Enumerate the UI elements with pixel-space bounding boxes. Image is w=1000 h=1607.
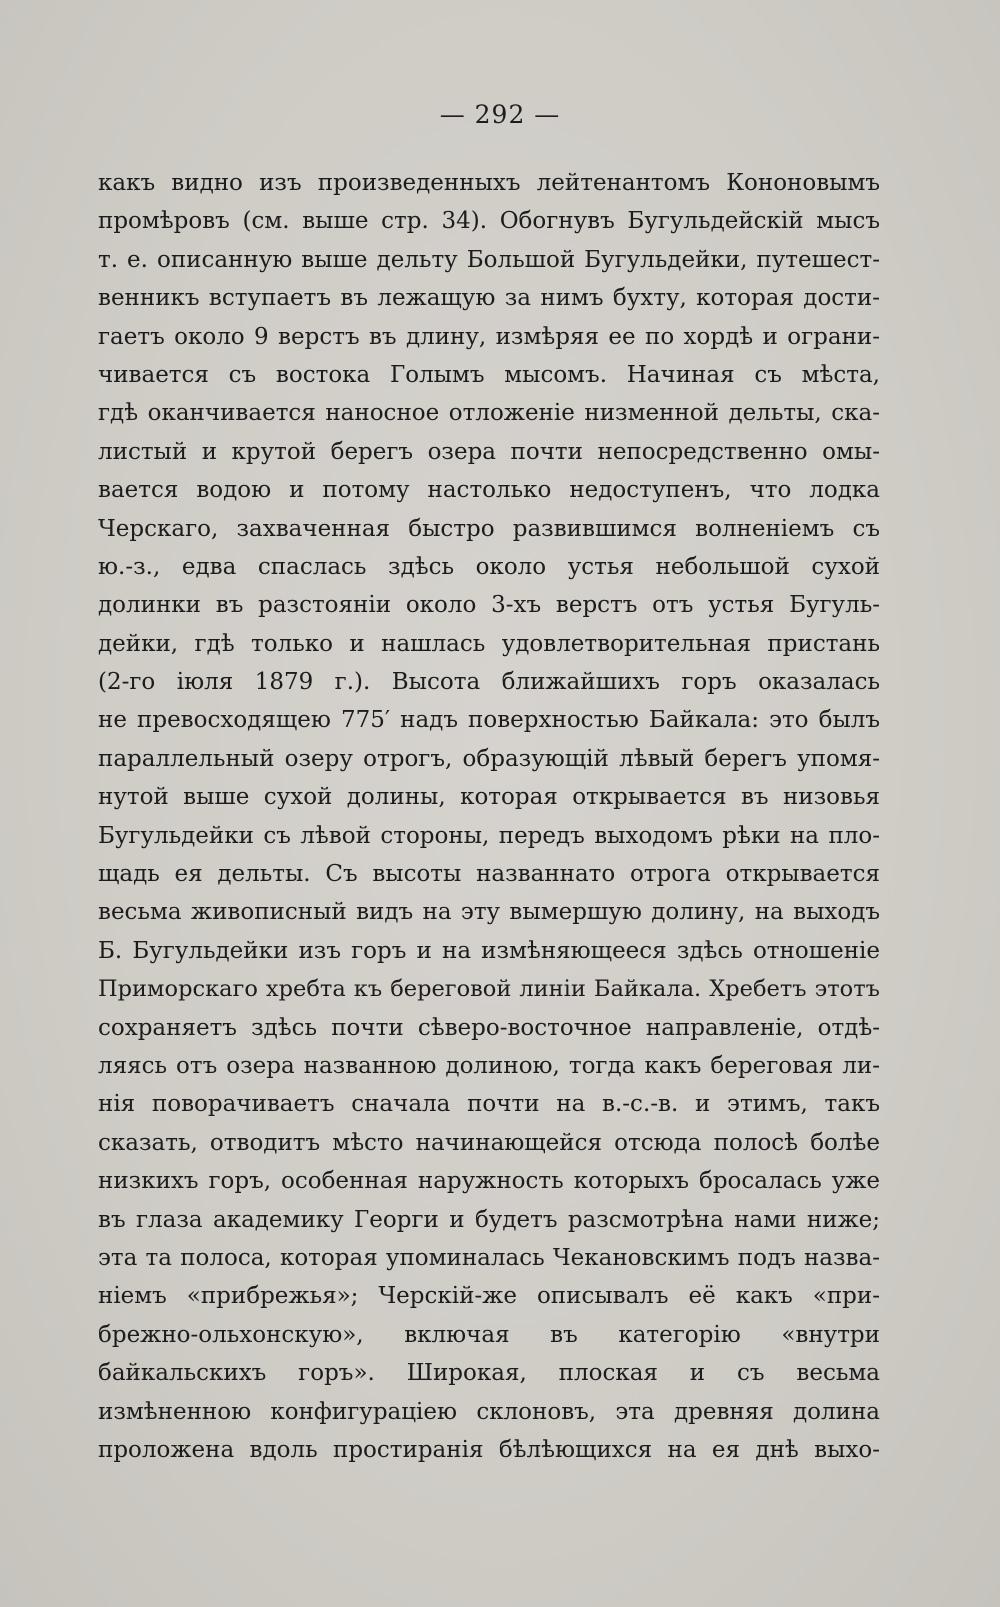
text-line: гаетъ около 9 верстъ въ длину, измѣряя ее по хордѣ и ограни- (98, 323, 880, 350)
text-line: измѣненною конфигураціею склоновъ, эта древняя долина (98, 1398, 880, 1425)
text-line: гдѣ оканчивается наносное отложеніе низменной дельты, ска- (98, 400, 880, 427)
text-line: долинки въ разстояніи около 3-хъ верстъ отъ устья Бугуль- (98, 592, 880, 619)
text-line: щадь ея дельты. Съ высоты названнато отрога открывается (98, 861, 880, 888)
text-line: т. е. описанную выше дельту Большой Бугульдейки, путешест- (98, 246, 880, 273)
text-line: ю.-з., едва спаслась здѣсь около устья небольшой сухой (98, 553, 880, 580)
text-line: параллельный озеру отрогъ, образующій лѣвый берегъ упомя- (98, 745, 880, 772)
text-line: Б. Бугульдейки изъ горъ и на измѣняющееся здѣсь отношеніе (98, 937, 880, 964)
text-line: байкальскихъ горъ». Широкая, плоская и съ весьма (98, 1360, 880, 1387)
text-line: сохраняетъ здѣсь почти сѣверо-восточное направленіе, отдѣ- (98, 1014, 880, 1041)
text-line: ніемъ «прибрежья»; Черскій-же описывалъ её какъ «при- (98, 1283, 880, 1310)
text-line: дейки, гдѣ только и нашлась удовлетворительная пристань (98, 630, 880, 657)
text-line: какъ видно изъ произведенныхъ лейтенантомъ Кононовымъ (98, 170, 880, 196)
text-line: Черскаго, захваченная быстро развившимся волненіемъ съ (98, 515, 880, 542)
text-line: ляясь отъ озера названною долиною, тогда какъ береговая ли- (98, 1052, 880, 1079)
text-line: (2-го іюля 1879 г.). Высота ближайшихъ горъ оказалась (98, 669, 880, 696)
text-line: вается водою и потому настолько недоступенъ, что лодка (98, 477, 880, 504)
body-text (98, 164, 880, 1469)
text-line: венникъ вступаетъ въ лежащую за нимъ бухту, которая дости- (98, 285, 880, 312)
text-line: весьма живописный видъ на эту вымершую долину, на выходъ (98, 899, 880, 926)
text-line: не превосходящею 775′ надъ поверхностью Байкала: это былъ (98, 707, 880, 734)
text-line: Бугульдейки съ лѣвой стороны, передъ выходомъ рѣки на пло- (98, 822, 880, 849)
text-line: проложена вдоль простиранія бѣлѣющихся на ея днѣ выхо- (98, 1436, 880, 1463)
text-line: Приморскаго хребта къ береговой линіи Байкала. Хребетъ этотъ (98, 976, 880, 1003)
text-line: сказать, отводитъ мѣсто начинающейся отсюда полосѣ болѣе (98, 1129, 880, 1156)
text-line: нія поворачиваетъ сначала почти на в.-с.-в. и этимъ, такъ (98, 1091, 880, 1118)
text-line: эта та полоса, которая упоминалась Чекановскимъ подъ назва- (98, 1244, 880, 1271)
text-line: въ глаза академику Георги и будетъ разсмотрѣна нами ниже; (98, 1206, 880, 1233)
text-line: нутой выше сухой долины, которая открывается въ низовья (98, 784, 880, 811)
text-line: промѣровъ (см. выше стр. 34). Обогнувъ Бугульдейскій мысъ (98, 208, 880, 235)
text-line: листый и крутой берегъ озера почти непосредственно омы- (98, 438, 880, 465)
text-line: низкихъ горъ, особенная наружность которыхъ бросалась уже (98, 1168, 880, 1195)
page-number: — 292 — (439, 100, 561, 129)
text-line: брежно-ольхонскую», включая въ категорію «внутри (98, 1321, 880, 1348)
text-line: чивается съ востока Голымъ мысомъ. Начиная съ мѣста, (98, 361, 880, 388)
